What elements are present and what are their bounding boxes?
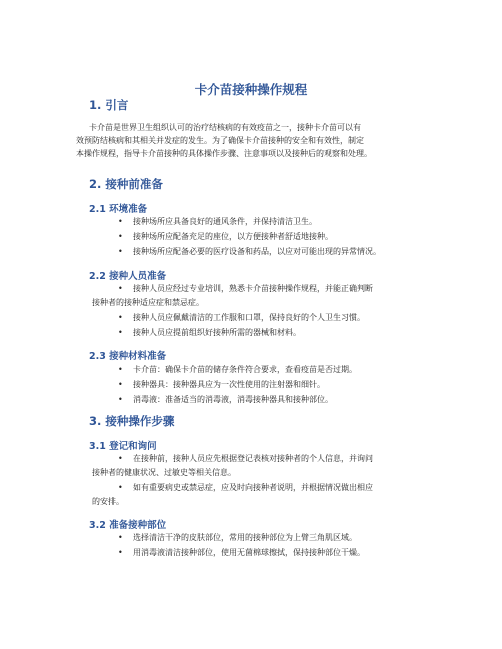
list-item: 接种器具：接种器具应为一次性使用的注射器和细针。 xyxy=(133,380,325,389)
intro-line-1: 卡介苗是世界卫生组织认可的治疗结核病的有效疫苗之一，接种卡介苗可以有 xyxy=(89,123,361,132)
intro-line-3: 本操作规程，指导卡介苗接种的具体操作步骤、注意事项以及接种后的观察和处理。 xyxy=(76,149,372,158)
bullet: • xyxy=(118,483,123,492)
list-item: 用消毒液清洁接种部位，使用无菌棉球擦拭，保持接种部位干燥。 xyxy=(133,548,365,557)
subsection-3-2-heading: 3.2 准备接种部位 xyxy=(89,520,167,531)
list-item: 接种人员应提前组织好接种所需的器械和材料。 xyxy=(133,328,301,337)
bullet: • xyxy=(118,284,123,293)
list-item: 接种场所应配备充足的座位，以方便接种者舒适地接种。 xyxy=(133,232,333,241)
bullet: • xyxy=(118,328,123,337)
subsection-3-1-heading: 3.1 登记和询问 xyxy=(89,441,157,452)
bullet: • xyxy=(118,454,123,463)
bullet: • xyxy=(118,247,123,256)
list-item: 接种场所应具备良好的通风条件，并保持清洁卫生。 xyxy=(133,217,317,226)
section-1-heading: 1. 引言 xyxy=(89,98,129,112)
bullet: • xyxy=(118,313,123,322)
bullet: • xyxy=(118,380,123,389)
list-item-continuation: 接种者的健康状况、过敏史等相关信息。 xyxy=(92,468,236,477)
bullet: • xyxy=(118,548,123,557)
section-2-heading: 2. 接种前准备 xyxy=(89,177,163,191)
list-item: 消毒液：准备适当的消毒液，消毒接种器具和接种部位。 xyxy=(133,395,333,404)
subsection-2-3-heading: 2.3 接种材料准备 xyxy=(89,351,167,362)
document-title: 卡介苗接种操作规程 xyxy=(194,82,308,97)
list-item: 如有重要病史或禁忌症，应及时向接种者说明，并根据情况做出相应 xyxy=(133,483,373,492)
bullet: • xyxy=(118,365,123,374)
subsection-2-2-heading: 2.2 接种人员准备 xyxy=(89,271,167,282)
subsection-2-1-heading: 2.1 环境准备 xyxy=(89,204,148,215)
intro-line-2: 效预防结核病和其相关并发症的发生。为了确保卡介苗接种的安全和有效性，制定 xyxy=(76,136,364,145)
bullet: • xyxy=(118,217,123,226)
list-item: 选择清洁干净的皮肤部位，常用的接种部位为上臂三角肌区域。 xyxy=(133,533,357,542)
list-item: 卡介苗：确保卡介苗的储存条件符合要求，查看疫苗是否过期。 xyxy=(133,365,357,374)
bullet: • xyxy=(118,395,123,404)
bullet: • xyxy=(118,232,123,241)
list-item-continuation: 的安排。 xyxy=(92,497,124,506)
list-item: 接种人员应经过专业培训，熟悉卡介苗接种操作规程，并能正确判断 xyxy=(133,284,373,293)
section-3-heading: 3. 接种操作步骤 xyxy=(89,414,175,428)
list-item: 在接种前，接种人员应先根据登记表核对接种者的个人信息，并询问 xyxy=(133,454,373,463)
list-item: 接种场所应配备必要的医疗设备和药品，以应对可能出现的异常情况。 xyxy=(133,247,381,256)
list-item: 接种人员应佩戴清洁的工作服和口罩，保持良好的个人卫生习惯。 xyxy=(133,313,365,322)
bullet: • xyxy=(118,533,123,542)
list-item-continuation: 接种者的接种适应症和禁忌症。 xyxy=(92,298,204,307)
